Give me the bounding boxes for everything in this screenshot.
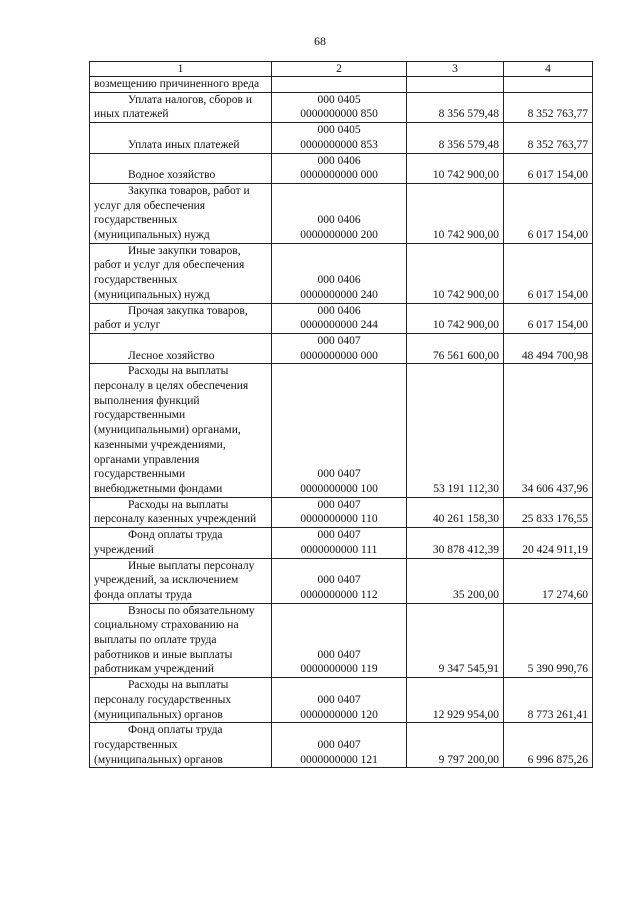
row-code-section: 000 0407 [317,468,361,481]
row-code-cell [272,183,407,243]
row-name-cell [90,678,272,723]
row-name-cell [90,153,272,183]
row-value-col3: 9 347 545,91 [407,603,504,678]
row-code-section: 000 0407 [317,693,361,706]
row-value-col3: 8 356 579,48 [407,123,504,153]
row-value-col4: 6 017 154,00 [504,303,593,333]
row-name: Расходы на выплаты персоналу казенных учреждений [94,498,257,526]
row-code-section: 000 0406 [317,214,361,227]
row-code-cell [272,92,407,122]
table-row [90,92,593,122]
row-code-cell [272,153,407,183]
table-row [90,183,593,243]
row-value-col4: 6 017 154,00 [504,183,593,243]
table-row [90,603,593,678]
row-code-target: 0000000000 120 [300,708,378,721]
column-header-3: 3 [407,62,504,77]
row-value-col4: 6 017 154,00 [504,153,593,183]
row-name: Фонд оплаты труда государственных (муниципальных) органов [94,724,223,766]
row-name: возмещению причиненного вреда [94,78,260,90]
row-code-target: 0000000000 121 [300,753,378,766]
table-row [90,558,593,603]
row-name-cell [90,497,272,527]
row-name: Уплата налогов, сборов и иных платежей [94,93,252,121]
row-name-cell [90,364,272,497]
table-header-row [90,62,593,77]
row-code-section: 000 0407 [317,334,361,347]
row-code-cell [272,723,407,768]
row-name: Взносы по обязательному социальному страхованию на выплаты по оплате труда работников и иные выплаты работникам учреждений [94,604,255,676]
row-name: Иные закупки товаров, работ и услуг для обеспечения государственных (муниципальных) нужд [94,244,245,301]
row-name-cell [90,603,272,678]
row-code-cell [272,303,407,333]
row-code-section: 000 0407 [317,529,361,542]
row-value-col3: 10 742 900,00 [407,243,504,303]
row-code-target: 0000000000 240 [300,288,378,301]
row-name-cell [90,333,272,363]
row-value-col4: 8 352 763,77 [504,92,593,122]
row-name-cell [90,528,272,558]
table-row [90,123,593,153]
row-code-section: 000 0405 [317,93,361,106]
table-row [90,723,593,768]
row-code-cell [272,243,407,303]
row-code-section: 000 0407 [317,648,361,661]
row-code-cell [272,603,407,678]
table-row [90,528,593,558]
row-name-cell [90,558,272,603]
row-value-col4: 25 833 176,55 [504,497,593,527]
row-value-col3: 8 356 579,48 [407,92,504,122]
row-code-target: 0000000000 100 [300,482,378,495]
table-body [90,62,593,768]
row-code-target: 0000000000 000 [300,169,378,182]
row-code-target: 0000000000 000 [300,349,378,362]
row-code-section: 000 0405 [317,124,361,137]
row-name-cell [90,92,272,122]
row-value-col3: 10 742 900,00 [407,183,504,243]
row-code-cell [272,77,407,93]
row-name-cell [90,183,272,243]
column-header-1: 1 [90,62,272,77]
row-code-cell [272,123,407,153]
row-name-cell [90,123,272,153]
column-header-2: 2 [272,62,407,77]
row-value-col4: 8 352 763,77 [504,123,593,153]
row-code-target: 0000000000 853 [300,138,378,151]
table-row [90,678,593,723]
table-row [90,303,593,333]
row-value-col3 [407,77,504,93]
row-value-col4: 17 274,60 [504,558,593,603]
row-value-col4: 6 996 875,26 [504,723,593,768]
row-name: Лесное хозяйство [128,349,215,362]
row-value-col4: 48 494 700,98 [504,333,593,363]
row-code-section: 000 0406 [317,274,361,287]
table-row [90,497,593,527]
row-code-target: 0000000000 111 [300,543,378,556]
row-code-target: 0000000000 244 [300,319,378,332]
table-row [90,364,593,497]
row-code-cell [272,364,407,497]
row-name-cell [90,77,272,93]
row-code-section: 000 0407 [317,498,361,511]
row-value-col3: 35 200,00 [407,558,504,603]
row-name: Закупка товаров, работ и услуг для обеспечения государственных (муниципальных) нужд [94,184,250,242]
row-code-target: 0000000000 200 [300,229,378,242]
row-value-col3: 10 742 900,00 [407,153,504,183]
row-code-target: 0000000000 119 [300,663,378,676]
row-value-col3: 30 878 412,39 [407,528,504,558]
row-value-col3: 9 797 200,00 [407,723,504,768]
row-name: Расходы на выплаты персоналу государственных (муниципальных) органов [94,679,232,721]
row-name: Водное хозяйство [128,169,216,182]
row-name: Расходы на выплаты персоналу в целях обеспечения выполнения функций государственными (муниципальными) органами, казенными учреждениями, органами управления государственными внебюджетными фондами [94,365,249,495]
column-header-4: 4 [504,62,593,77]
row-name-cell [90,303,272,333]
row-name: Фонд оплаты труда учреждений [94,529,223,556]
row-code-section: 000 0406 [317,154,361,167]
budget-table [89,61,593,768]
row-name-cell [90,723,272,768]
row-code-cell [272,333,407,363]
row-code-cell [272,678,407,723]
table-row [90,77,593,93]
row-code-cell [272,558,407,603]
row-value-col3: 53 191 112,30 [407,364,504,497]
table-row [90,243,593,303]
row-value-col4: 20 424 911,19 [504,528,593,558]
row-name-cell [90,243,272,303]
row-value-col4: 34 606 437,96 [504,364,593,497]
row-code-target: 0000000000 112 [300,588,378,601]
row-value-col3: 10 742 900,00 [407,303,504,333]
row-name: Иные выплаты персоналу учреждений, за исключением фонда оплаты труда [94,559,255,601]
row-value-col3: 12 929 954,00 [407,678,504,723]
row-value-col4: 5 390 990,76 [504,603,593,678]
row-code-section: 000 0406 [317,304,361,317]
row-name: Уплата иных платежей [128,138,240,151]
row-code-target: 0000000000 850 [300,108,378,121]
table-row [90,153,593,183]
row-code-cell [272,497,407,527]
row-value-col4 [504,77,593,93]
row-value-col3: 76 561 600,00 [407,333,504,363]
row-value-col4: 6 017 154,00 [504,243,593,303]
row-name: Прочая закупка товаров, работ и услуг [94,304,248,332]
table-row [90,333,593,363]
row-value-col3: 40 261 158,30 [407,497,504,527]
row-code-section: 000 0407 [317,574,361,587]
row-value-col4: 8 773 261,41 [504,678,593,723]
row-code-section: 000 0407 [317,738,361,751]
row-code-target: 0000000000 110 [300,513,378,526]
page-number: 68 [314,34,326,48]
row-code-cell [272,528,407,558]
